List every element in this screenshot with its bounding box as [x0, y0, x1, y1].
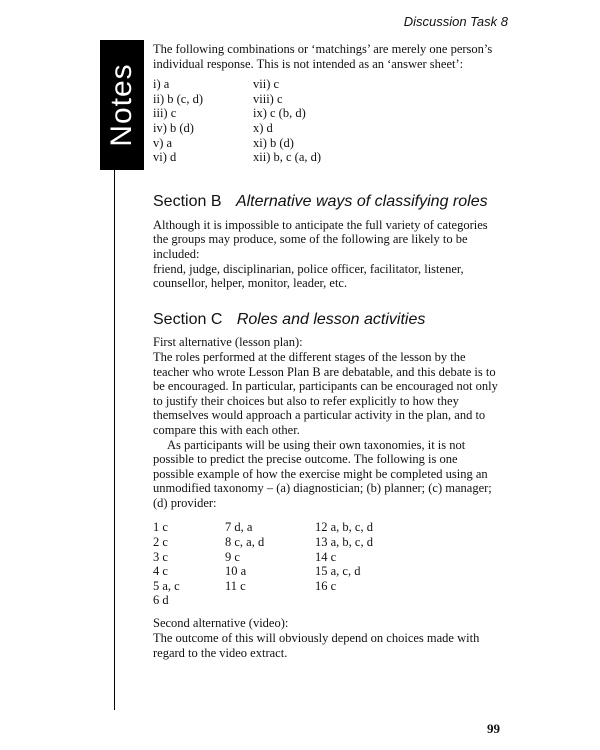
- matching-item: vi) d: [153, 150, 177, 165]
- second-alternative-label: Second alternative (video):: [153, 616, 289, 631]
- grid-item: 6 d: [153, 593, 169, 608]
- matching-item: viii) c: [253, 91, 283, 106]
- matching-item: iv) b (d): [153, 120, 194, 135]
- section-b-heading: [153, 195, 498, 210]
- matching-item: i) a: [153, 77, 170, 92]
- grid-item: 7 d, a: [225, 520, 253, 535]
- stage-role-grid: [153, 520, 498, 610]
- intro-paragraph: The following combinations or ‘matchings’ are merely one person’s individual response. This is not intended as an ‘answer sheet’:: [153, 42, 493, 71]
- running-head: Discussion Task 8: [403, 14, 508, 29]
- grid-item: 8 c, a, d: [225, 535, 265, 550]
- grid-item: 3 c: [153, 549, 168, 564]
- matchings-list: [153, 77, 498, 167]
- grid-item: 12 a, b, c, d: [315, 520, 373, 535]
- matching-item: v) a: [153, 135, 173, 150]
- matching-item: vii) c: [253, 77, 280, 92]
- page-number: 99: [487, 721, 500, 736]
- section-c-heading: [153, 310, 498, 328]
- matchings-left-column: [153, 77, 203, 165]
- matching-item: xi) b (d): [253, 135, 294, 150]
- notes-tab-label: Notes: [105, 63, 138, 147]
- matching-item: xii) b, c (a, d): [253, 150, 322, 165]
- section-b-paragraph: Although it is impossible to anticipate the full variety of categories the groups may produce, some of the following are likely to be included:: [153, 217, 488, 261]
- grid-item: 9 c: [225, 549, 240, 564]
- taxonomy-paragraph: As participants will be using their own taxonomies, it is not possible to predict the precise outcome. The following is one possible example of how the exercise might be completed using an unmodified taxonomy – (a) diagnostician; (b) planner; (c) manager; (d) provider:: [153, 437, 492, 510]
- first-alternative-text: The roles performed at the different stages of the lesson by the teacher who wrote Lesson Plan B are debatable, and this debate is to be encouraged. In particular, participants can be encouraged not only to justify their choices but also to refer explicitly to how they themselves would approach a particular activity in the plan, and to compare this with each other.: [153, 349, 498, 437]
- grid-column-3: [315, 520, 373, 593]
- grid-item: 13 a, b, c, d: [315, 535, 373, 550]
- grid-item: 10 a: [225, 564, 247, 579]
- section-c-label: Section C: [153, 310, 223, 328]
- grid-column-1: [153, 520, 180, 608]
- grid-item: 5 a, c: [153, 578, 180, 593]
- grid-item: 16 c: [315, 578, 337, 593]
- margin-rule: [114, 170, 115, 710]
- section-b-role-list: friend, judge, disciplinarian, police officer, facilitator, listener, counsellor, helper, monitor, leader, etc.: [153, 261, 464, 291]
- section-c-title: Roles and lesson activities: [236, 310, 426, 328]
- matching-item: ii) b (c, d): [153, 91, 203, 106]
- grid-item: 4 c: [153, 564, 168, 579]
- section-b-title: Alternative ways of classifying roles: [235, 193, 488, 211]
- grid-item: 11 c: [225, 578, 246, 593]
- grid-column-2: [225, 520, 264, 593]
- first-alternative-label: First alternative (lesson plan):: [153, 335, 303, 350]
- second-alternative-text: The outcome of this will obviously depend on choices made with regard to the video extract.: [153, 631, 480, 660]
- matching-item: ix) c (b, d): [253, 106, 306, 121]
- page-content: [153, 42, 498, 660]
- notes-side-tab: [100, 40, 144, 170]
- grid-item: 15 a, c, d: [315, 564, 361, 579]
- grid-item: 1 c: [153, 520, 168, 535]
- matching-item: iii) c: [153, 106, 177, 121]
- matchings-right-column: [253, 77, 321, 165]
- section-b-label: Section B: [153, 193, 222, 211]
- matching-item: x) d: [253, 120, 273, 135]
- grid-item: 2 c: [153, 535, 168, 550]
- grid-item: 14 c: [315, 549, 337, 564]
